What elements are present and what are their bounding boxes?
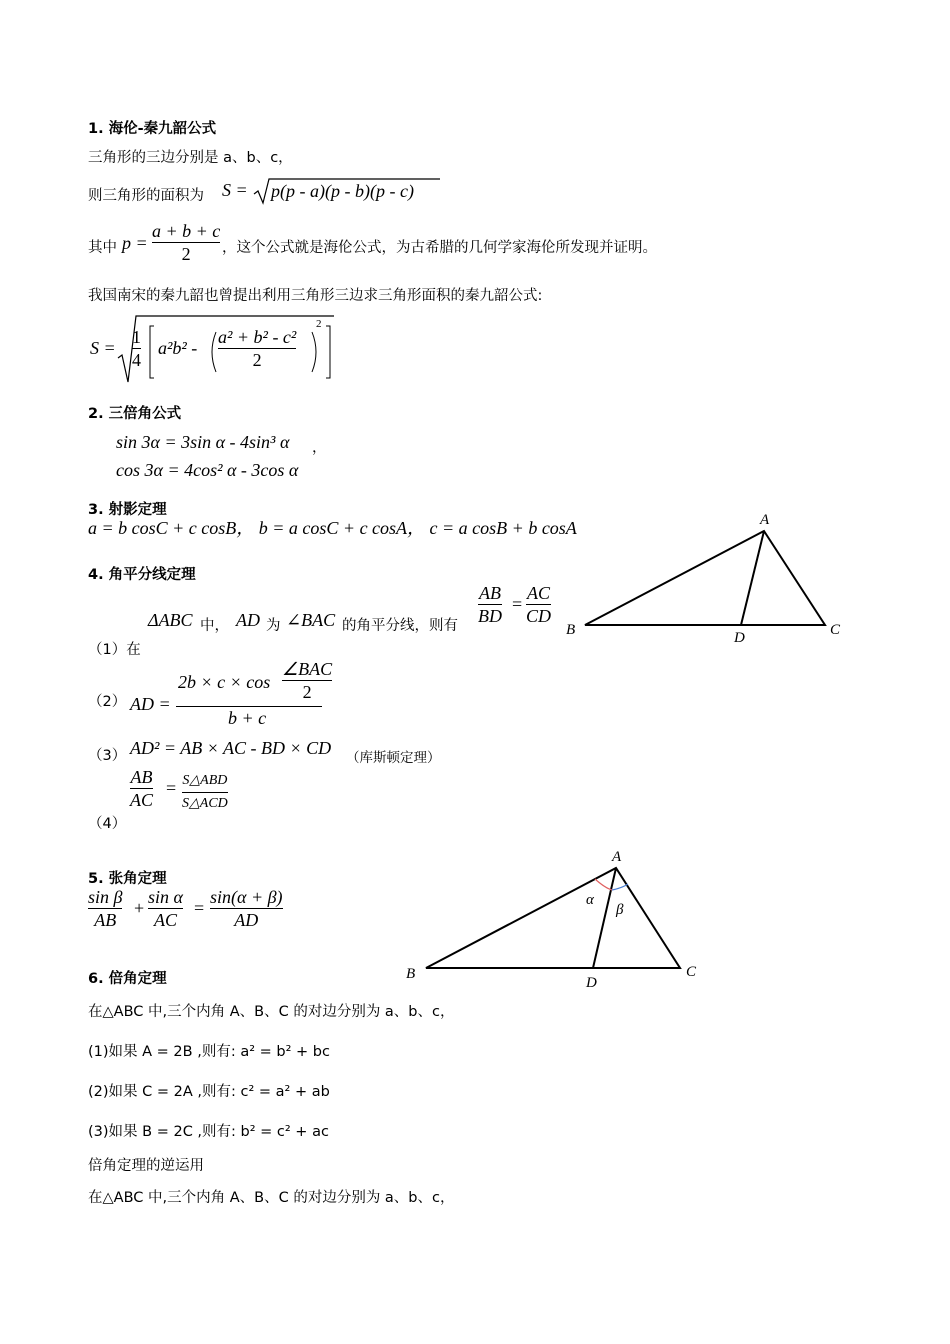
item-2-numerator: 2b × c × cos	[178, 672, 271, 692]
s4-triangle: ΔABC	[148, 610, 193, 630]
triple-sin: sin 3α = 3sin α - 4sin³ α	[116, 432, 290, 452]
s6-case-2: (2)如果 C = 2A ,则有: c² = a² + ab	[88, 1084, 330, 1100]
item-4-ac: AC	[130, 790, 154, 810]
s4-zhong: 中，	[200, 618, 229, 634]
stretch-eq: =	[194, 898, 205, 918]
stretch-d1: AB	[94, 910, 117, 930]
s6-case-1: (1)如果 A = 2B ,则有: a² = b² + bc	[88, 1044, 330, 1060]
label-a-2: A	[612, 849, 622, 865]
s6-intro: 在△ABC 中,三个内角 A、B、C 的对边分别为 a、b、c，	[88, 1004, 455, 1020]
ratio-bd: BD	[478, 606, 502, 626]
stretch-frac-1	[88, 886, 122, 931]
stretch-plus: +	[134, 898, 145, 918]
qin-quarter	[132, 326, 141, 371]
segment-ad-2	[593, 868, 616, 968]
section-5-title: 5. 张角定理	[88, 871, 167, 887]
s1-line3-prefix: 其中	[88, 240, 117, 256]
heron-lhs: S =	[222, 180, 248, 200]
item-3-label: （3）	[88, 748, 127, 764]
stretch-d3: AD	[234, 910, 259, 930]
triple-cos: cos 3α = 4cos² α - 3cos α	[116, 460, 299, 480]
p-lhs: p =	[122, 233, 148, 253]
stretch-n2: sin α	[148, 887, 183, 907]
s1-line3-suffix: ，这个公式就是海伦公式，为古希腊的几何学家海伦所发现并证明。	[222, 240, 657, 256]
item-2-angle-den: 2	[302, 682, 312, 702]
label-beta: β	[616, 902, 624, 918]
fraction-bar	[176, 706, 322, 707]
section-4-title: 4. 角平分线定理	[88, 567, 196, 583]
label-a: A	[760, 512, 770, 528]
qin-ab-term: a²b² -	[158, 338, 198, 358]
stretch-frac-2	[148, 886, 183, 931]
item-4-ratio	[130, 766, 153, 811]
label-b: B	[566, 622, 576, 638]
label-c-2: C	[686, 964, 697, 980]
figure-stretch-angle	[400, 844, 710, 994]
item-4-area-ratio	[182, 770, 228, 815]
label-alpha: α	[586, 892, 594, 908]
label-d: D	[734, 630, 745, 646]
segment-ad	[741, 531, 764, 625]
section-2-title: 2. 三倍角公式	[88, 406, 182, 422]
s6-case-3: (3)如果 B = 2C ,则有: b² = c² + ac	[88, 1124, 329, 1140]
ratio-ab: AB	[479, 583, 501, 603]
s4-ad: AD	[236, 610, 260, 630]
qin-quarter-num: 1	[132, 327, 141, 347]
heron-radicand: p(p - a)(p - b)(p - c)	[271, 181, 414, 201]
p-denominator: 2	[181, 244, 191, 264]
s4-bisector-text: 的角平分线，则有	[342, 618, 458, 634]
alpha-arc	[595, 879, 612, 890]
qin-square-exp: 2	[316, 318, 322, 330]
triangle-abc	[585, 531, 825, 625]
stretch-frac-3	[210, 886, 283, 931]
triangle-abc-2	[426, 868, 680, 968]
item-3-note: （库斯顿定理）	[346, 750, 441, 766]
qin-lhs: S =	[90, 338, 116, 358]
p-numerator: a + b + c	[152, 221, 221, 241]
item-4-ab: AB	[130, 767, 153, 787]
qin-inner-num: a² + b² - c²	[218, 327, 297, 347]
item-1-label: （1）在	[88, 642, 141, 658]
s1-line1: 三角形的三边分别是 a、b、c，	[88, 150, 293, 166]
s6-inverse-title: 倍角定理的逆运用	[88, 1158, 204, 1174]
stretch-d2: AC	[153, 910, 177, 930]
beta-arc	[612, 884, 628, 890]
item-2-label: （2）	[88, 694, 127, 710]
triple-sin-tail: ，	[312, 440, 327, 456]
projection-formula: a = b cosC + c cosB， b = a cosC + c cosA， c = a cosB + b cosA	[88, 518, 577, 538]
item-2-denominator: b + c	[228, 708, 267, 728]
p-fraction	[152, 220, 220, 265]
label-c: C	[830, 622, 841, 638]
ratio-ac-cd	[526, 582, 551, 627]
stretch-n1: sin β	[88, 887, 123, 907]
figure-angle-bisector	[560, 508, 850, 648]
s1-line4: 我国南宋的秦九韶也曾提出利用三角形三边求三角形面积的秦九韶公式:	[88, 288, 543, 304]
ratio-ac: AC	[527, 583, 551, 603]
qin-inner-fraction	[218, 326, 296, 371]
item-2-lhs: AD =	[130, 694, 171, 714]
label-d-2: D	[586, 975, 597, 991]
section-6-title: 6. 倍角定理	[88, 971, 167, 987]
s6-intro-2: 在△ABC 中,三个内角 A、B、C 的对边分别为 a、b、c，	[88, 1190, 455, 1206]
item-4-s1: S△ABD	[182, 773, 228, 788]
item-4-eq: =	[166, 778, 177, 798]
ratio-cd: CD	[526, 606, 552, 626]
item-4-label: （4）	[88, 816, 127, 832]
qin-inner-den: 2	[252, 350, 262, 370]
ratio-eq: =	[512, 594, 523, 614]
s4-angle: ∠BAC	[286, 610, 336, 630]
s4-wei: 为	[266, 618, 281, 634]
item-2-angle-frac	[282, 658, 332, 703]
qin-quarter-den: 4	[132, 350, 141, 370]
label-b-2: B	[406, 966, 416, 982]
s1-line2-prefix: 则三角形的面积为	[88, 188, 204, 204]
section-3-title: 3. 射影定理	[88, 502, 167, 518]
item-4-s2: S△ACD	[182, 796, 228, 811]
item-3-formula: AD² = AB × AC - BD × CD	[130, 738, 332, 758]
stretch-n3: sin(α + β)	[210, 887, 283, 907]
ratio-ab-bd	[478, 582, 502, 627]
section-1-title: 1. 海伦-秦九韶公式	[88, 121, 217, 137]
item-2-angle-num: ∠BAC	[282, 659, 333, 679]
